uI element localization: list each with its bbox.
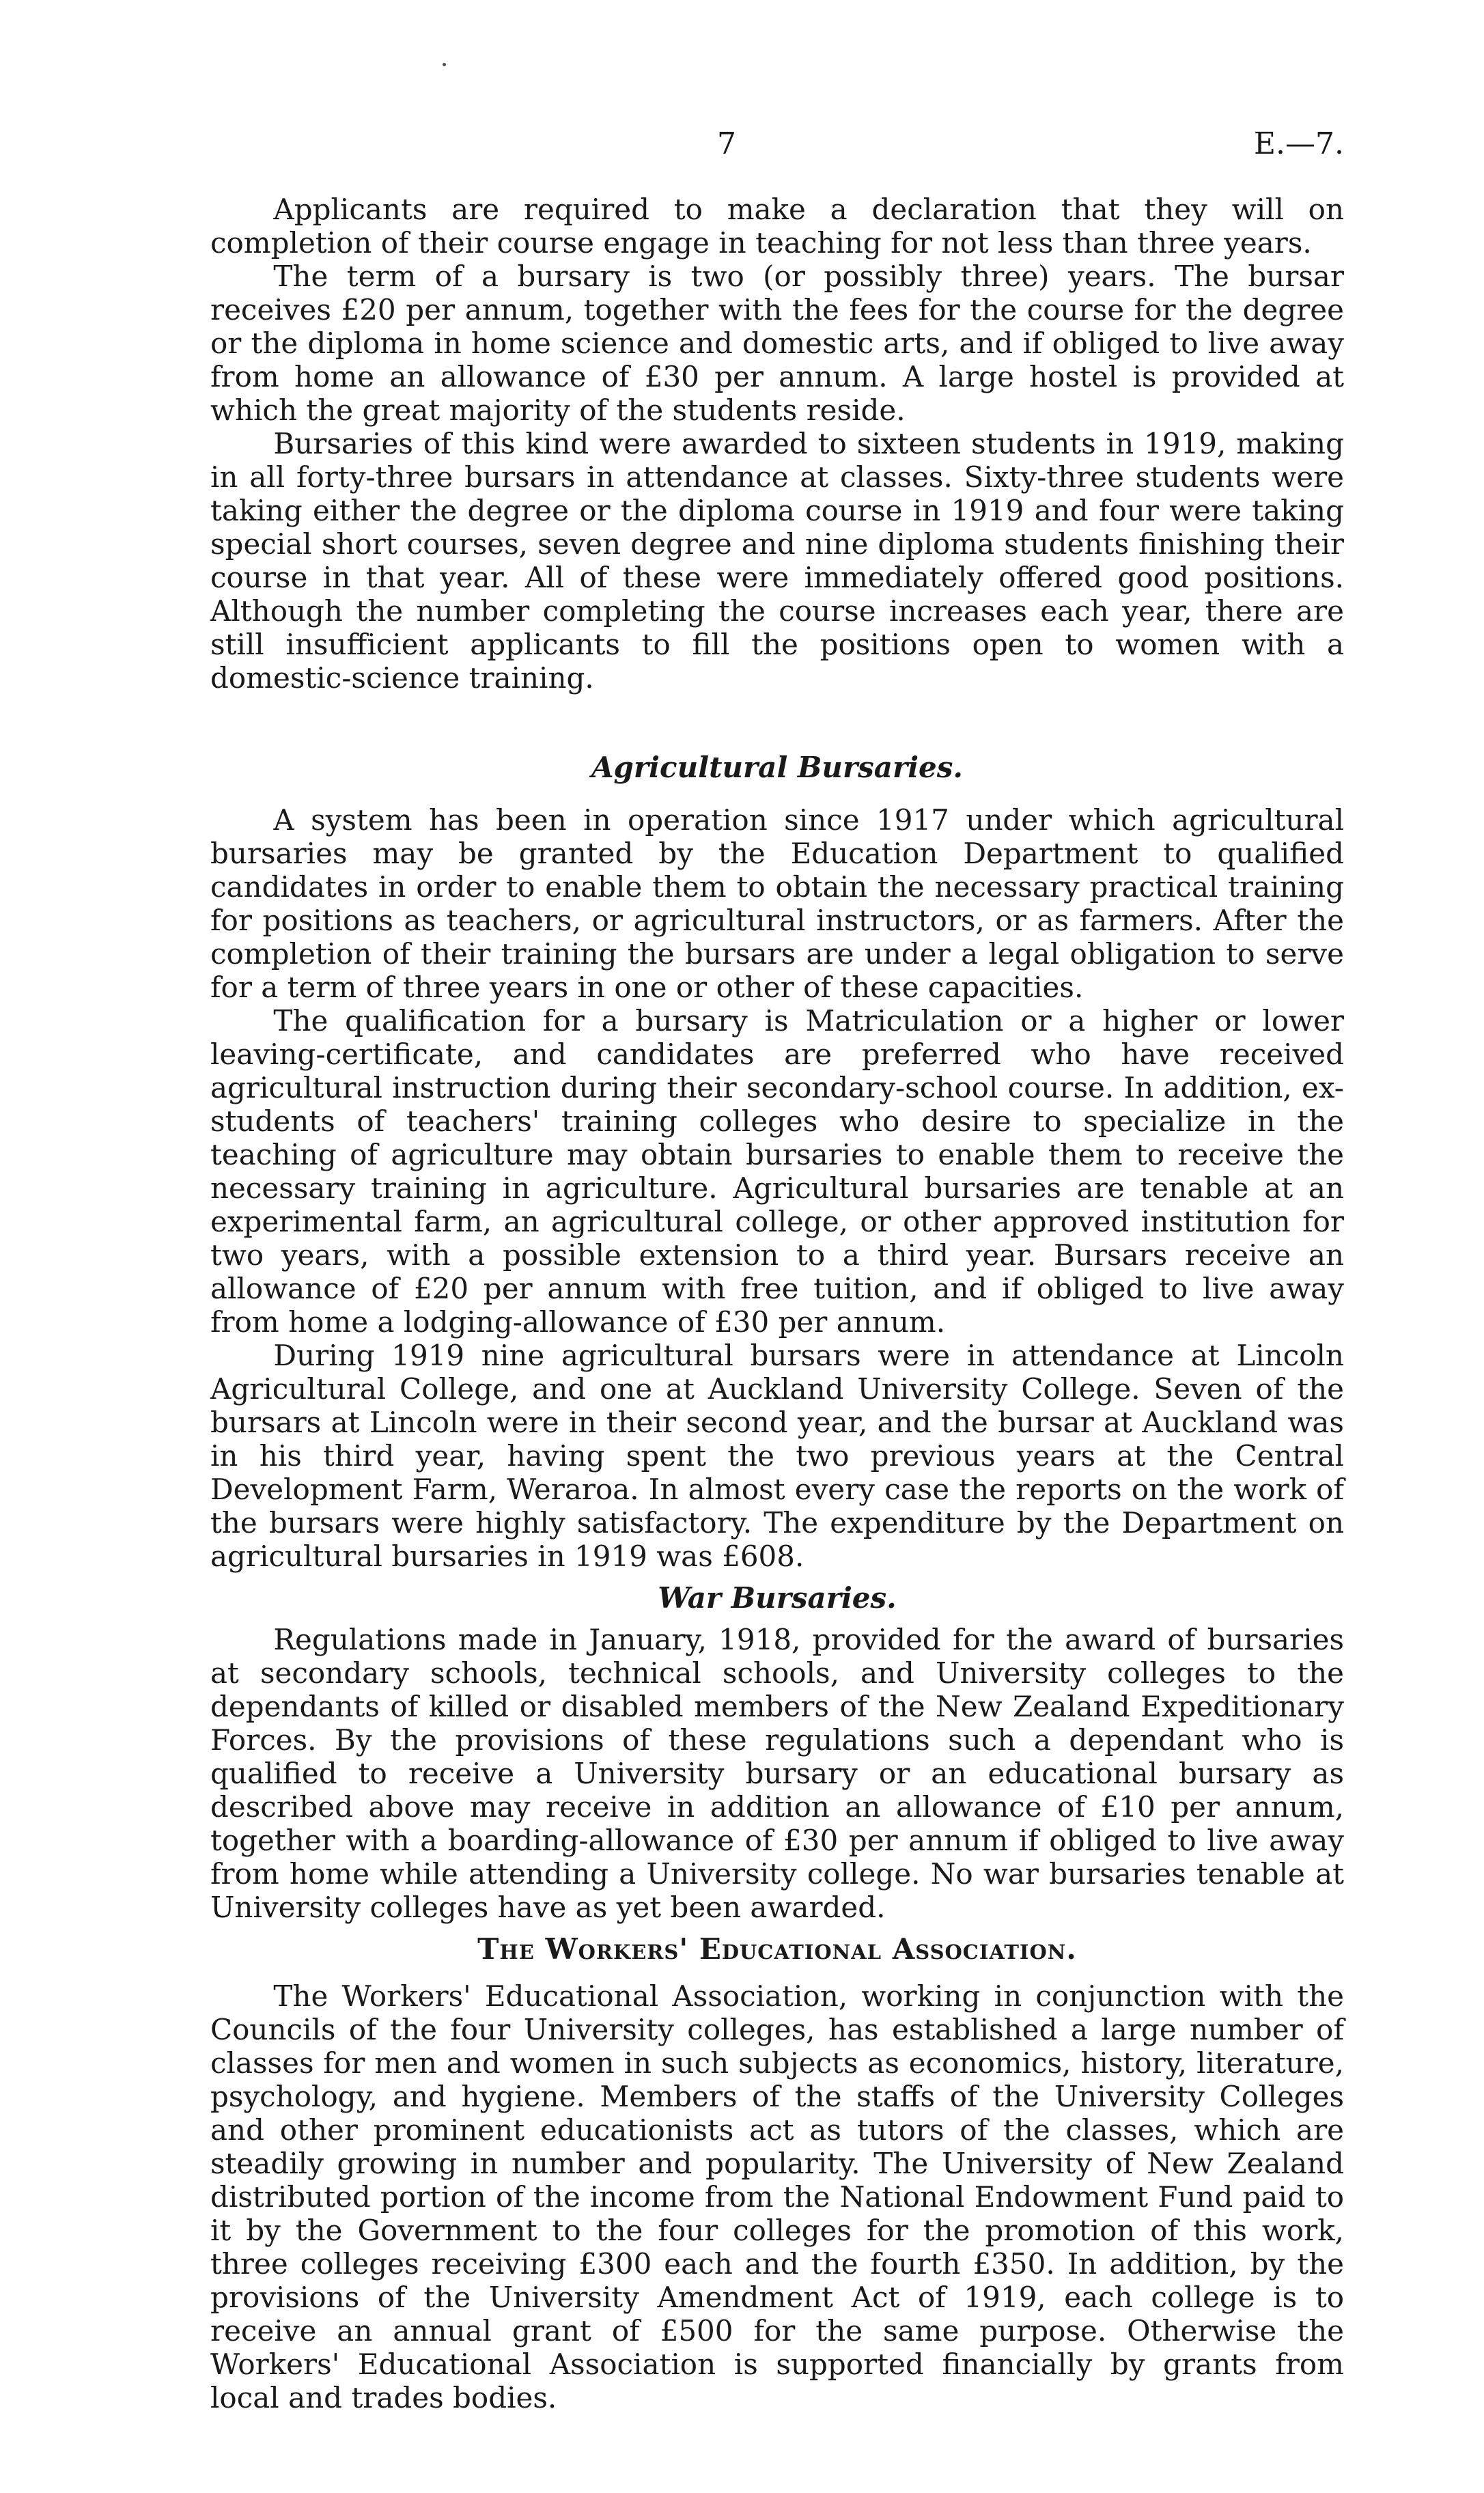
page-header bbox=[0, 126, 1484, 167]
paragraph-war-bursaries: Regulations made in January, 1918, provided for the award of bursaries at secondary schools, technical schools, and University colleges to the dependants of killed or disabled members of the New Zealand Expeditionary Forces. By the provisions of these regulations such a dependant who is qualified to receive a University bursary or an educational bursary as described above may receive in addition an allowance of £10 per annum, together with a boarding-allowance of £30 per annum if obliged to live away from home while attending a University college. No war bursaries tenable at University colleges have as yet been awarded. bbox=[210, 1623, 1344, 1924]
heading-workers-educational-association: The Workers' Educational Association. bbox=[477, 1932, 1077, 1966]
scan-speck bbox=[443, 63, 446, 66]
document-body bbox=[210, 193, 1344, 2414]
paragraph-agricultural-qualification: The qualification for a bursary is Matriculation or a higher or lower leaving-certificate, and candidates are preferred who have received agricultural instruction during their secondary-school course. In addition, ex-students of teachers' training colleges who desire to specialize in the teaching of agriculture may obtain bursaries to enable them to receive the necessary training in agriculture. Agricultural bursaries are tenable at an experimental farm, an agricultural college, or other approved institution for two years, with a possible extension to a third year. Bursars receive an allowance of £20 per annum with free tuition, and if obliged to live away from home a lodging-allowance of £30 per annum. bbox=[210, 1004, 1344, 1339]
paragraph-bursaries-awarded: Bursaries of this kind were awarded to sixteen students in 1919, making in all forty-three bursars in attendance at classes. Sixty-three students were taking either the degree or the diploma course in 1919 and four were taking special short courses, seven degree and nine diploma students finishing their course in that year. All of these were immediately offered good positions. Although the number completing the course increases each year, there are still insufficient applicants to fill the positions open to women with a domestic-science training. bbox=[210, 427, 1344, 695]
paragraph-workers-educational-association: The Workers' Educational Association, working in conjunction with the Councils of the four University colleges, has established a large number of classes for men and women in such subjects as economics, history, literature, psychology, and hygiene. Members of the staffs of the University Colleges and other prominent educationists act as tutors of the classes, which are steadily growing in number and popularity. The University of New Zealand distributed portion of the income from the National Endowment Fund paid to it by the Government to the four colleges for the promotion of this work, three colleges receiving £300 each and the fourth £350. In addition, by the provisions of the University Amendment Act of 1919, each college is to receive an annual grant of £500 for the same purpose. Otherwise the Workers' Educational Association is supported financially by grants from local and trades bodies. bbox=[210, 1979, 1344, 2414]
paragraph-bursary-term: The term of a bursary is two (or possibly three) years. The bursar receives £20 per annum, together with the fees for the course for the degree or the diploma in home science and domestic arts, and if obliged to live away from home an allowance of £30 per annum. A large hostel is provided at which the great majority of the students reside. bbox=[210, 260, 1344, 427]
report-reference: E.—7. bbox=[1253, 126, 1344, 161]
paragraph-agricultural-system: A system has been in operation since 1917 under which agricultural bursaries may be granted by the Education Department to qualified candidates in order to enable them to obtain the necessary practical training for positions as teachers, or agricultural instructors, or as farmers. After the completion of their training the bursars are under a legal obligation to serve for a term of three years in one or other of these capacities. bbox=[210, 803, 1344, 1004]
page-number: 7 bbox=[717, 126, 736, 161]
paragraph-applicants-declaration: Applicants are required to make a declaration that they will on completion of their course engage in teaching for not less than three years. bbox=[210, 193, 1344, 260]
paragraph-agricultural-1919: During 1919 nine agricultural bursars were in attendance at Lincoln Agricultural College, and one at Auckland University College. Seven of the bursars at Lincoln were in their second year, and the bursar at Auckland was in his third year, having spent the two previous years at the Central Development Farm, Weraroa. In almost every case the reports on the work of the bursars were highly satisfactory. The expenditure by the Department on agricultural bursaries in 1919 was £608. bbox=[210, 1339, 1344, 1573]
heading-agricultural-bursaries: Agricultural Bursaries. bbox=[591, 751, 964, 784]
heading-war-bursaries: War Bursaries. bbox=[658, 1581, 897, 1615]
